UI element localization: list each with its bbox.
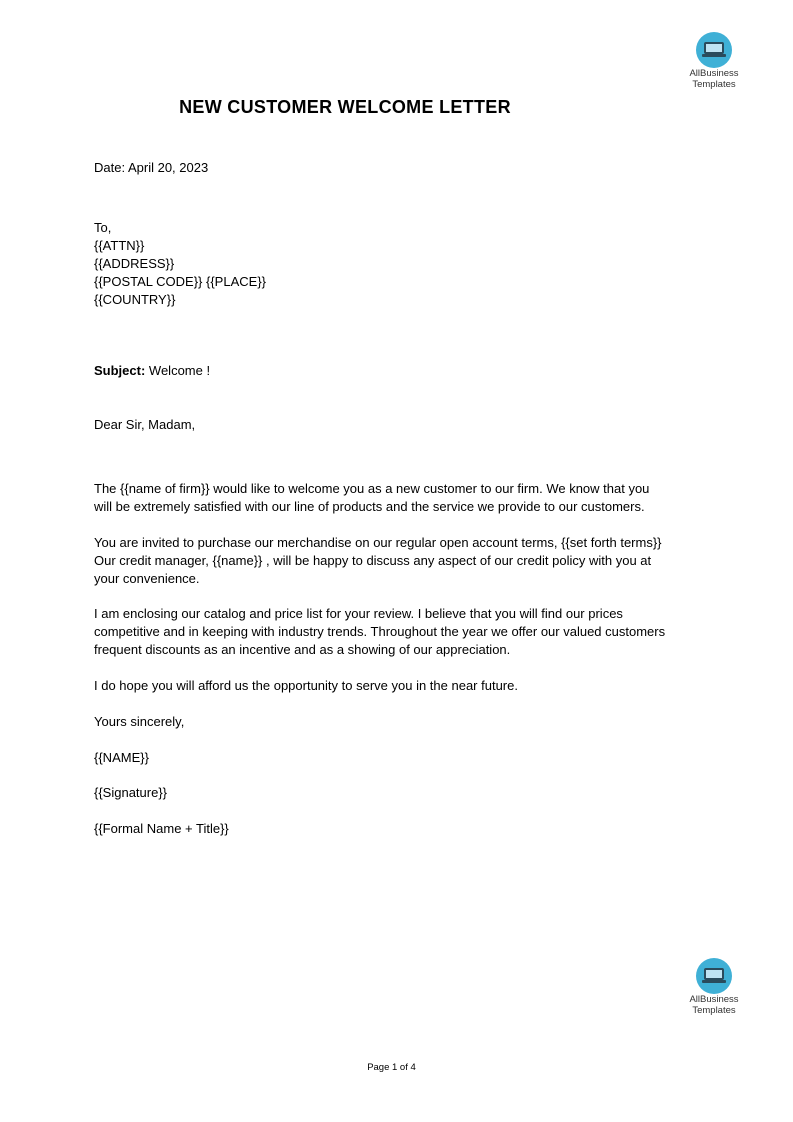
- brand-logo-bottom: [679, 958, 749, 1016]
- subject-label: Subject:: [94, 363, 146, 378]
- brand-logo-top: [679, 32, 749, 90]
- sender-formal-name: {{Formal Name + Title}}: [94, 821, 229, 836]
- paragraph-3-line-1: I am enclosing our catalog and price list for your review. I believe that you will find our prices: [94, 606, 623, 621]
- address-postal-place: {{POSTAL CODE}} {{PLACE}}: [94, 274, 266, 289]
- letter-date: Date: April 20, 2023: [94, 160, 209, 175]
- paragraph-3-line-3: frequent discounts as an incentive and as a showing of our appreciation.: [94, 642, 511, 657]
- address-to: To,: [94, 220, 112, 235]
- laptop-icon: [696, 32, 732, 68]
- page-indicator: Page 1 of 4: [367, 1062, 416, 1073]
- brand-name-line1: AllBusiness: [689, 994, 739, 1005]
- sender-name: {{NAME}}: [94, 750, 149, 765]
- laptop-icon: [696, 958, 732, 994]
- brand-name-line2: Templates: [692, 79, 736, 90]
- paragraph-2-line-1: You are invited to purchase our merchandise on our regular open account terms, {{set forth terms}}: [94, 535, 662, 550]
- salutation: Dear Sir, Madam,: [94, 417, 196, 432]
- closing: Yours sincerely,: [94, 714, 185, 729]
- subject-line: [94, 362, 210, 380]
- paragraph-1-line-1: The {{name of firm}} would like to welcome you as a new customer to our firm. We know that you: [94, 481, 650, 496]
- address-attn: {{ATTN}}: [94, 238, 145, 253]
- paragraph-1-line-2: will be extremely satisfied with our line of products and the service we provide to our customers.: [94, 499, 645, 514]
- sender-signature: {{Signature}}: [94, 785, 168, 800]
- document-title: NEW CUSTOMER WELCOME LETTER: [179, 97, 511, 117]
- address-country: {{COUNTRY}}: [94, 292, 176, 307]
- subject-value: Welcome !: [148, 363, 211, 378]
- brand-name-line1: AllBusiness: [689, 68, 739, 79]
- paragraph-3-line-2: competitive and in keeping with industry trends. Throughout the year we offer our valued customers: [94, 624, 666, 639]
- paragraph-2-line-2: Our credit manager, {{name}} , will be happy to discuss any aspect of our credit policy with you at: [94, 553, 652, 568]
- brand-name-line2: Templates: [692, 1005, 736, 1016]
- paragraph-2-line-3: your convenience.: [94, 571, 200, 586]
- paragraph-4-line-1: I do hope you will afford us the opportunity to serve you in the near future.: [94, 678, 518, 693]
- address-street: {{ADDRESS}}: [94, 256, 175, 271]
